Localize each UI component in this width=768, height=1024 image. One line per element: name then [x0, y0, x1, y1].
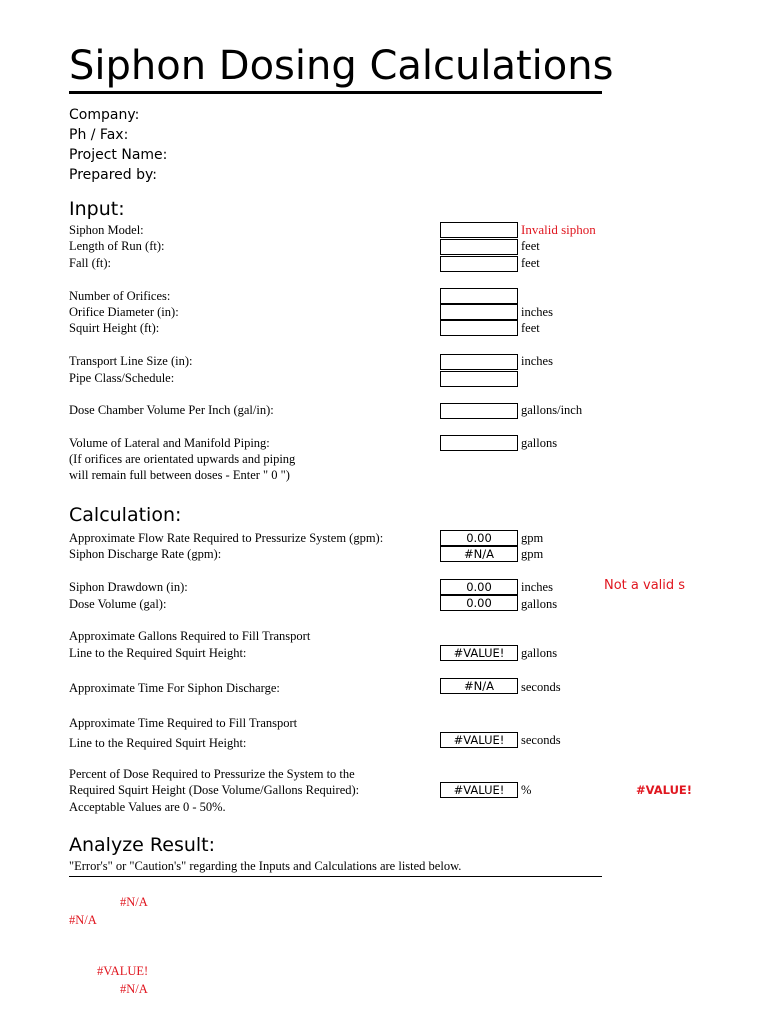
fall-unit: feet — [521, 256, 540, 270]
transport-line-input[interactable] — [440, 354, 518, 370]
drawdown-warning: Not a valid s — [604, 578, 686, 593]
discharge-rate-value: #N/A — [440, 546, 518, 562]
dose-chamber-input[interactable] — [440, 403, 518, 419]
discharge-rate-unit: gpm — [521, 547, 544, 561]
gallons-fill-label-1: Approximate Gallons Required to Fill Transport — [69, 629, 311, 643]
ph-fax-label: Ph / Fax: — [69, 127, 129, 143]
discharge-time-value: #N/A — [440, 678, 518, 694]
squirt-height-label: Squirt Height (ft): — [69, 321, 160, 335]
percent-warning: #VALUE! — [636, 783, 693, 797]
prepared-by-label: Prepared by: — [69, 167, 157, 183]
squirt-height-unit: feet — [521, 321, 540, 335]
dose-volume-value: 0.00 — [440, 595, 518, 611]
analyze-divider — [69, 876, 602, 877]
dose-chamber-unit: gallons/inch — [521, 403, 583, 417]
lateral-volume-note-2: will remain full between doses - Enter " 0 ") — [69, 468, 290, 482]
project-name-label: Project Name: — [69, 147, 168, 163]
length-of-run-label: Length of Run (ft): — [69, 239, 165, 253]
analyze-error-item: #VALUE! — [97, 964, 149, 978]
squirt-height-input[interactable] — [440, 320, 518, 336]
fill-time-label-1: Approximate Time Required to Fill Transport — [69, 716, 298, 730]
transport-line-unit: inches — [521, 354, 553, 368]
page-title: Siphon Dosing Calculations — [69, 43, 614, 89]
discharge-time-unit: seconds — [521, 680, 561, 694]
percent-label-3: Acceptable Values are 0 - 50%. — [69, 800, 226, 814]
dose-volume-unit: gallons — [521, 597, 558, 611]
fall-label: Fall (ft): — [69, 256, 112, 270]
input-heading: Input: — [69, 198, 125, 220]
siphon-model-input[interactable] — [440, 222, 518, 238]
siphon-model-label: Siphon Model: — [69, 223, 144, 237]
length-of-run-unit: feet — [521, 239, 540, 253]
lateral-volume-note-1: (If orifices are orientated upwards and piping — [69, 452, 296, 466]
fall-input[interactable] — [440, 256, 518, 272]
flow-rate-unit: gpm — [521, 531, 544, 545]
analyze-error-item: #N/A — [120, 982, 148, 996]
num-orifices-input[interactable] — [440, 288, 518, 304]
percent-label-2: Required Squirt Height (Dose Volume/Gallons Required): — [69, 783, 360, 797]
percent-unit: % — [521, 783, 532, 797]
drawdown-value: 0.00 — [440, 579, 518, 595]
analyze-heading: Analyze Result: — [69, 834, 216, 856]
orifice-diameter-unit: inches — [521, 305, 553, 319]
discharge-time-label: Approximate Time For Siphon Discharge: — [69, 681, 280, 695]
dose-volume-label: Dose Volume (gal): — [69, 597, 167, 611]
gallons-fill-value: #VALUE! — [440, 645, 518, 661]
gallons-fill-unit: gallons — [521, 646, 558, 660]
analyze-error-item: #N/A — [69, 913, 97, 927]
discharge-rate-label: Siphon Discharge Rate (gpm): — [69, 547, 222, 561]
gallons-fill-label-2: Line to the Required Squirt Height: — [69, 646, 247, 660]
lateral-volume-unit: gallons — [521, 436, 558, 450]
drawdown-label: Siphon Drawdown (in): — [69, 580, 188, 594]
calculation-heading: Calculation: — [69, 504, 182, 526]
transport-line-label: Transport Line Size (in): — [69, 354, 193, 368]
title-underline — [69, 91, 602, 94]
orifice-diameter-label: Orifice Diameter (in): — [69, 305, 179, 319]
orifice-diameter-input[interactable] — [440, 304, 518, 320]
siphon-model-error: Invalid siphon — [521, 222, 596, 237]
length-of-run-input[interactable] — [440, 239, 518, 255]
analyze-description: "Error's" or "Caution's" regarding the Inputs and Calculations are listed below. — [69, 859, 462, 873]
lateral-volume-input[interactable] — [440, 435, 518, 451]
lateral-volume-label: Volume of Lateral and Manifold Piping: — [69, 436, 270, 450]
flow-rate-label: Approximate Flow Rate Required to Pressurize System (gpm): — [69, 531, 384, 545]
fill-time-unit: seconds — [521, 733, 561, 747]
percent-label-1: Percent of Dose Required to Pressurize the System to the — [69, 767, 355, 781]
flow-rate-value: 0.00 — [440, 530, 518, 546]
num-orifices-label: Number of Orifices: — [69, 289, 171, 303]
dose-chamber-label: Dose Chamber Volume Per Inch (gal/in): — [69, 403, 274, 417]
pipe-class-label: Pipe Class/Schedule: — [69, 371, 175, 385]
fill-time-label-2: Line to the Required Squirt Height: — [69, 736, 247, 750]
company-label: Company: — [69, 107, 140, 123]
percent-value: #VALUE! — [440, 782, 518, 798]
drawdown-unit: inches — [521, 580, 553, 594]
analyze-error-item: #N/A — [120, 895, 148, 909]
fill-time-value: #VALUE! — [440, 732, 518, 748]
pipe-class-input[interactable] — [440, 371, 518, 387]
